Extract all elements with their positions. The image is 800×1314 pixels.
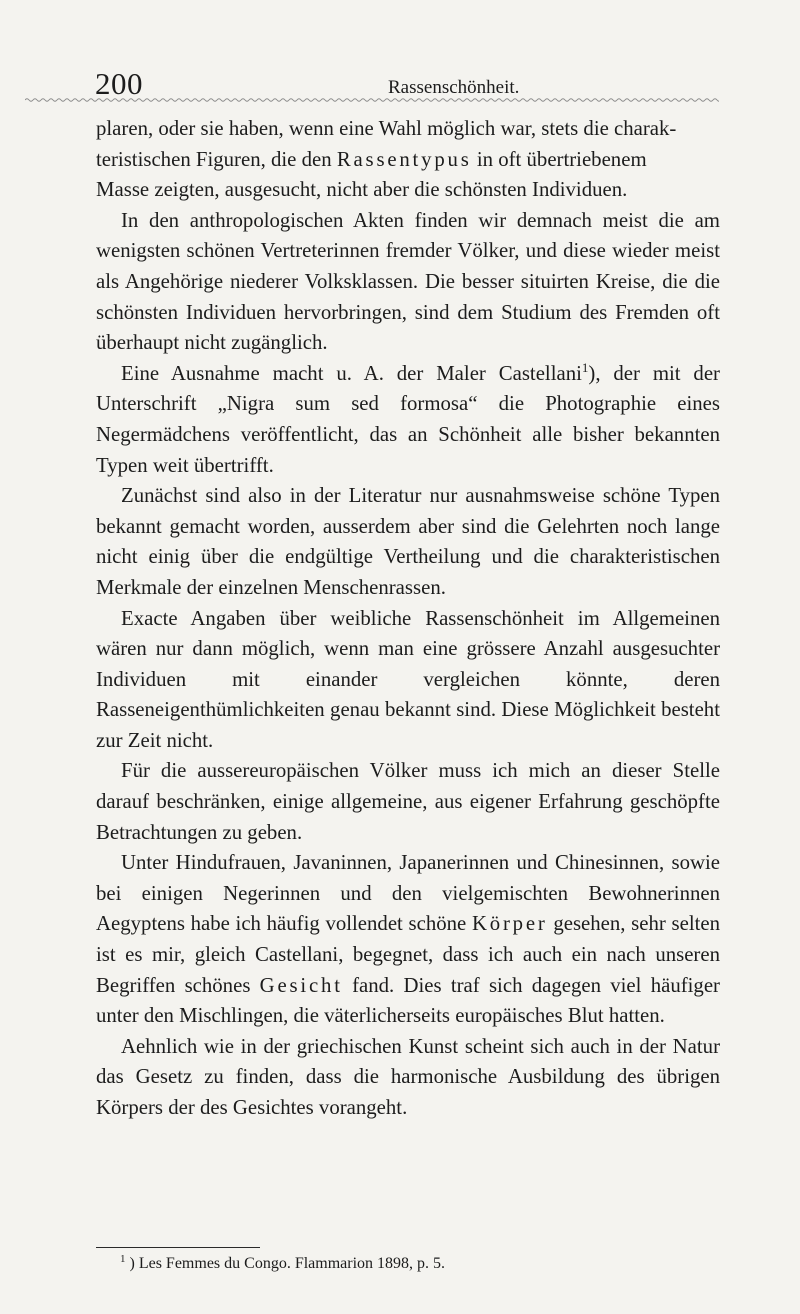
paragraph-7-part-3: fand. Dies traf sich dagegen viel häufiger unter den Mischlingen, die väterlicherseits europäisches Blut hatten. — [96, 973, 720, 1028]
wavy-rule-ornament — [25, 97, 719, 103]
line-3: Masse zeigten, ausgesucht, nicht aber die schönsten Individuen. — [96, 178, 628, 202]
page-number: 200 — [95, 66, 143, 101]
paragraph-3-end: ), der mit der Unterschrift „Nigra sum sed formosa“ die Photographie eines Negermädchens veröffentlicht, das an Schönheit alle bisher bekannten Typen weit übertrifft. — [96, 361, 720, 477]
footnote-separator — [96, 1247, 260, 1248]
paragraph-3-start: Eine Ausnahme macht u. A. der Maler Castellani — [121, 361, 582, 385]
line-2-start: teristischen Figuren, die den — [96, 147, 337, 171]
running-title: Rassenschönheit. — [388, 77, 520, 98]
paragraph-7 — [96, 848, 720, 1032]
paragraph-2: In den anthropologischen Akten finden wir demnach meist die am wenigsten schönen Vertreterinnen fremder Völker, und diese wieder meist als Angehörige niederer Volksklassen. Die besser situirten Kreise, die die schönsten Individuen hervorbringen, sind dem Studium des Fremden oft überhaupt nicht zugänglich. — [96, 208, 720, 355]
emphasis-gesicht: Gesicht — [259, 973, 343, 997]
paragraph-6: Für die aussereuropäischen Völker muss ich mich an dieser Stelle darauf beschränken, einige allgemeine, aus eigener Erfahrung geschöpfte Betrachtungen zu geben. — [96, 759, 720, 844]
main-text — [96, 114, 720, 1124]
line-2-end: in oft übertriebenem — [471, 147, 647, 171]
paragraph-8: Aehnlich wie in der griechischen Kunst scheint sich auch in der Natur das Gesetz zu finden, dass die harmonische Ausbildung des übrigen Körpers der des Gesichtes vorangeht. — [96, 1034, 720, 1119]
footnote-reference[interactable]: 1 — [581, 359, 589, 375]
paragraph-4: Zunächst sind also in der Literatur nur ausnahmsweise schöne Typen bekannt gemacht worden, ausserdem aber sind die Gelehrten noch lange nicht einig über die endgültige Vertheilung und die charakteristischen Merkmale der einzelnen Menschenrassen. — [96, 484, 720, 599]
footnote — [120, 1253, 720, 1275]
paragraph-7-part-2: gesehen, sehr selten ist es mir, gleich Castellani, begegnet, dass ich auch ein nach unseren Begriffen schönes — [96, 912, 721, 997]
paragraph-7-part-1: Unter Hindufrauen, Javaninnen, Japanerinnen und Chinesinnen, sowie bei einigen Negerinnen und den vielgemischten Bewohnerinnen Aegyptens habe ich häufig vollendet schöne — [96, 851, 720, 936]
line-1: plaren, oder sie haben, wenn eine Wahl möglich war, stets die charak- — [96, 117, 677, 140]
footnote-text: ) Les Femmes du Congo. Flammarion 1898, p. 5. — [129, 1255, 446, 1272]
footnote-mark: 1 — [120, 1252, 126, 1265]
emphasis-rassentypus: Rassentypus — [336, 147, 472, 171]
paragraph-3 — [96, 359, 720, 481]
paragraph-1 — [96, 114, 720, 206]
paragraph-5: Exacte Angaben über weibliche Rassenschönheit im Allgemeinen wären nur dann möglich, wenn man eine grössere Anzahl ausgesuchter Individuen mit einander vergleichen könnte, deren Rasseneigenthümlichkeiten genau bekannt sind. Diese Möglichkeit besteht zur Zeit nicht. — [96, 606, 720, 752]
emphasis-koerper: Körper — [471, 912, 548, 936]
